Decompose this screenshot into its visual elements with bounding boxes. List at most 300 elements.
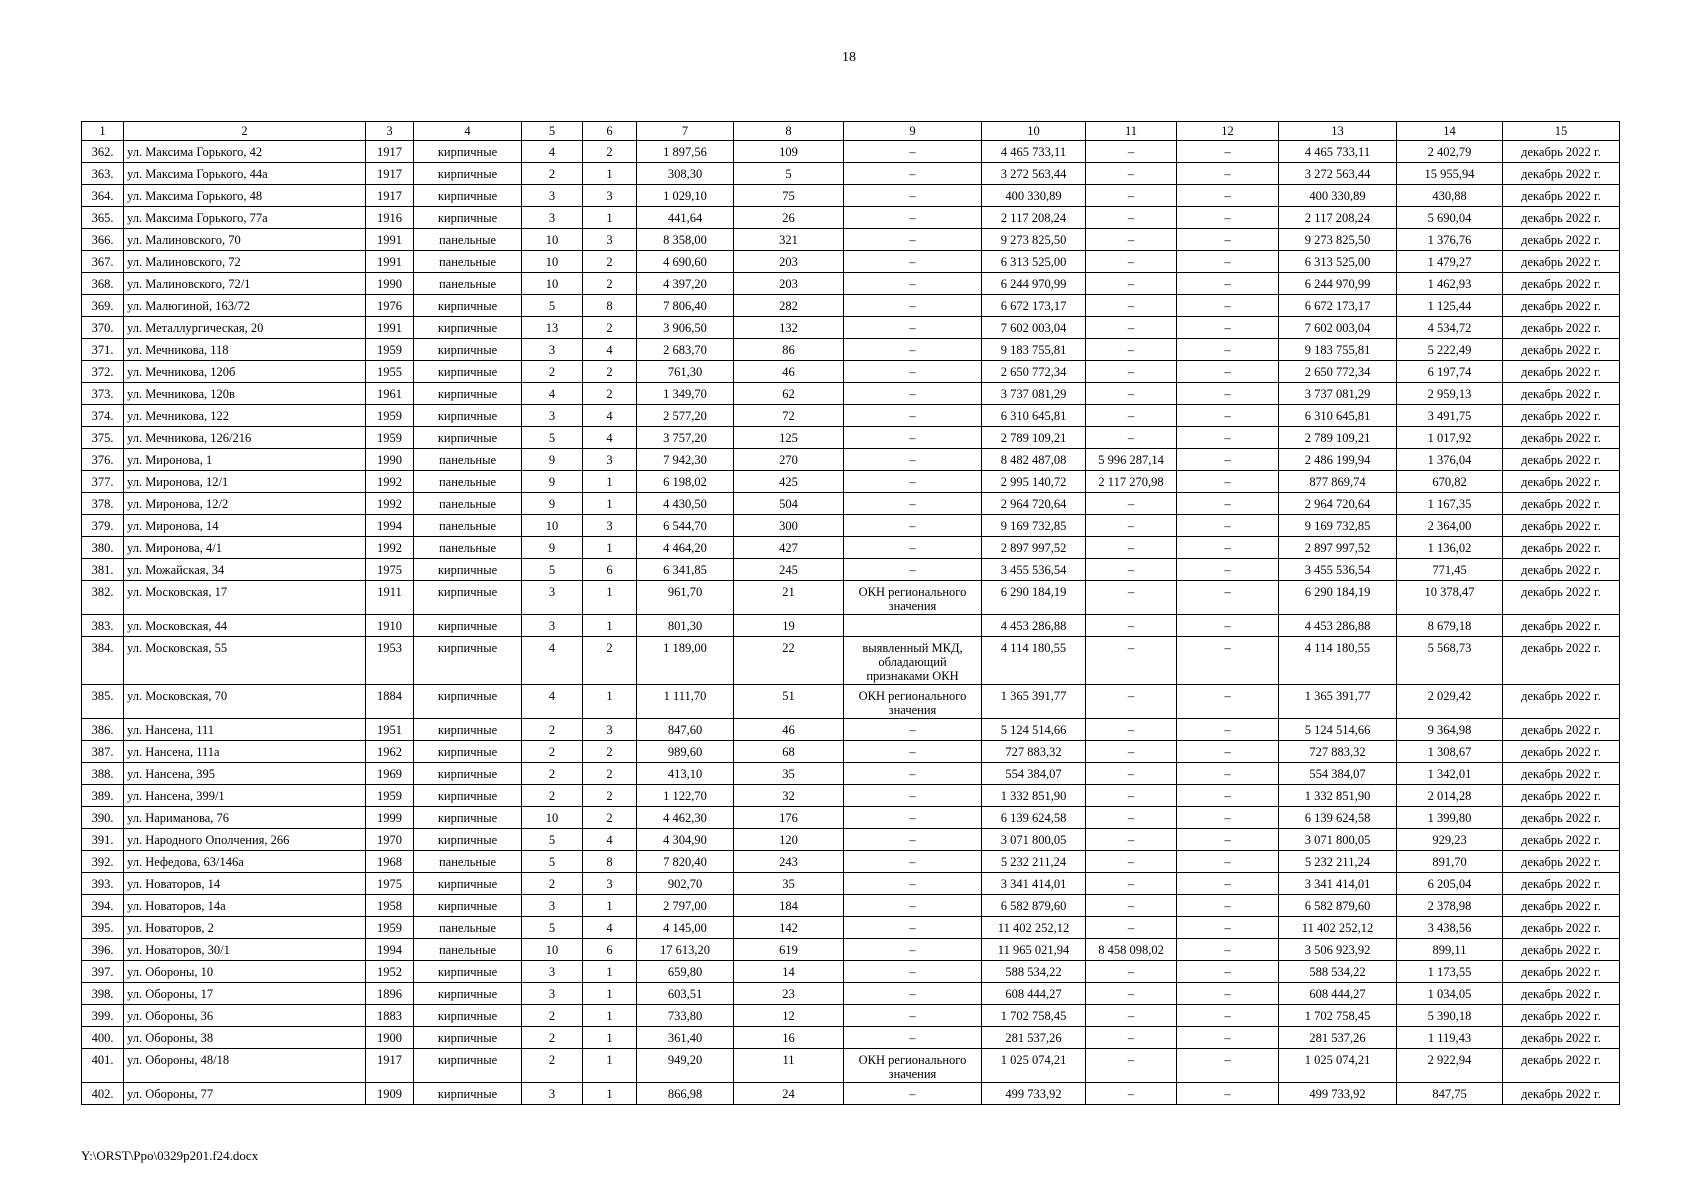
cost-col-11-cell: – [1086, 493, 1177, 515]
entrances-cell: 3 [583, 873, 637, 895]
table-row [82, 1049, 1620, 1083]
cost-col-12-cell: – [1177, 1083, 1279, 1105]
total-cost-cell: 554 384,07 [982, 763, 1086, 785]
heritage-status-cell: – [844, 449, 982, 471]
wall-material-cell: кирпичные [414, 383, 522, 405]
address-cell: ул. Московская, 70 [124, 685, 366, 719]
total-cost-cell: 281 537,26 [982, 1027, 1086, 1049]
cost-per-sqm-cell: 4 534,72 [1397, 317, 1503, 339]
cost-per-sqm-cell: 1 342,01 [1397, 763, 1503, 785]
area-cell: 4 462,30 [637, 807, 734, 829]
row-number-cell: 388. [82, 763, 124, 785]
residents-cell: 243 [734, 851, 844, 873]
address-cell: ул. Максима Горького, 77а [124, 207, 366, 229]
area-cell: 6 544,70 [637, 515, 734, 537]
floors-cell: 5 [522, 851, 583, 873]
cost-per-sqm-cell: 1 119,43 [1397, 1027, 1503, 1049]
wall-material-cell: кирпичные [414, 317, 522, 339]
year-built-cell: 1970 [366, 829, 414, 851]
cost-col-13-cell: 3 455 536,54 [1279, 559, 1397, 581]
residents-cell: 109 [734, 141, 844, 163]
column-header: 6 [583, 122, 637, 141]
deadline-cell: декабрь 2022 г. [1503, 873, 1620, 895]
heritage-status-cell: – [844, 317, 982, 339]
total-cost-cell: 6 313 525,00 [982, 251, 1086, 273]
row-number-cell: 402. [82, 1083, 124, 1105]
area-cell: 961,70 [637, 581, 734, 615]
cost-per-sqm-cell: 5 222,49 [1397, 339, 1503, 361]
total-cost-cell: 2 964 720,64 [982, 493, 1086, 515]
year-built-cell: 1999 [366, 807, 414, 829]
table-row [82, 471, 1620, 493]
floors-cell: 10 [522, 229, 583, 251]
cost-col-11-cell: – [1086, 807, 1177, 829]
address-cell: ул. Московская, 55 [124, 637, 366, 685]
cost-per-sqm-cell: 2 029,42 [1397, 685, 1503, 719]
cost-col-12-cell: – [1177, 741, 1279, 763]
total-cost-cell: 11 965 021,94 [982, 939, 1086, 961]
floors-cell: 5 [522, 559, 583, 581]
table-row [82, 559, 1620, 581]
total-cost-cell: 4 465 733,11 [982, 141, 1086, 163]
row-number-cell: 364. [82, 185, 124, 207]
address-cell: ул. Новаторов, 30/1 [124, 939, 366, 961]
residents-cell: 21 [734, 581, 844, 615]
table-row [82, 581, 1620, 615]
year-built-cell: 1953 [366, 637, 414, 685]
cost-col-13-cell: 2 897 997,52 [1279, 537, 1397, 559]
area-cell: 1 111,70 [637, 685, 734, 719]
deadline-cell: декабрь 2022 г. [1503, 785, 1620, 807]
cost-col-12-cell: – [1177, 1005, 1279, 1027]
residents-cell: 24 [734, 1083, 844, 1105]
heritage-status-cell: – [844, 1005, 982, 1027]
year-built-cell: 1992 [366, 537, 414, 559]
year-built-cell: 1958 [366, 895, 414, 917]
residents-cell: 184 [734, 895, 844, 917]
row-number-cell: 395. [82, 917, 124, 939]
cost-col-13-cell: 1 025 074,21 [1279, 1049, 1397, 1083]
row-number-cell: 368. [82, 273, 124, 295]
cost-per-sqm-cell: 10 378,47 [1397, 581, 1503, 615]
deadline-cell: декабрь 2022 г. [1503, 515, 1620, 537]
cost-per-sqm-cell: 2 378,98 [1397, 895, 1503, 917]
floors-cell: 2 [522, 163, 583, 185]
total-cost-cell: 727 883,32 [982, 741, 1086, 763]
address-cell: ул. Нансена, 399/1 [124, 785, 366, 807]
cost-col-13-cell: 608 444,27 [1279, 983, 1397, 1005]
heritage-status-cell: – [844, 741, 982, 763]
cost-col-11-cell: 5 996 287,14 [1086, 449, 1177, 471]
cost-col-12-cell: – [1177, 273, 1279, 295]
column-header: 4 [414, 122, 522, 141]
table-row [82, 229, 1620, 251]
year-built-cell: 1909 [366, 1083, 414, 1105]
area-cell: 1 029,10 [637, 185, 734, 207]
address-cell: ул. Новаторов, 14а [124, 895, 366, 917]
heritage-status-cell: – [844, 807, 982, 829]
column-header: 11 [1086, 122, 1177, 141]
wall-material-cell: кирпичные [414, 185, 522, 207]
floors-cell: 5 [522, 829, 583, 851]
row-number-cell: 385. [82, 685, 124, 719]
row-number-cell: 380. [82, 537, 124, 559]
cost-col-13-cell: 3 506 923,92 [1279, 939, 1397, 961]
row-number-cell: 377. [82, 471, 124, 493]
floors-cell: 3 [522, 895, 583, 917]
wall-material-cell: панельные [414, 939, 522, 961]
total-cost-cell: 6 139 624,58 [982, 807, 1086, 829]
wall-material-cell: кирпичные [414, 719, 522, 741]
table-row [82, 361, 1620, 383]
year-built-cell: 1959 [366, 917, 414, 939]
area-cell: 4 464,20 [637, 537, 734, 559]
area-cell: 866,98 [637, 1083, 734, 1105]
wall-material-cell: кирпичные [414, 559, 522, 581]
deadline-cell: декабрь 2022 г. [1503, 895, 1620, 917]
cost-col-12-cell: – [1177, 163, 1279, 185]
cost-per-sqm-cell: 430,88 [1397, 185, 1503, 207]
cost-col-12-cell: – [1177, 719, 1279, 741]
cost-col-11-cell: – [1086, 273, 1177, 295]
row-number-cell: 389. [82, 785, 124, 807]
year-built-cell: 1952 [366, 961, 414, 983]
cost-per-sqm-cell: 2 364,00 [1397, 515, 1503, 537]
entrances-cell: 1 [583, 983, 637, 1005]
cost-col-12-cell: – [1177, 317, 1279, 339]
cost-per-sqm-cell: 2 922,94 [1397, 1049, 1503, 1083]
column-header: 14 [1397, 122, 1503, 141]
address-cell: ул. Мечникова, 126/216 [124, 427, 366, 449]
address-cell: ул. Мечникова, 122 [124, 405, 366, 427]
row-number-cell: 373. [82, 383, 124, 405]
year-built-cell: 1975 [366, 559, 414, 581]
cost-col-12-cell: – [1177, 537, 1279, 559]
total-cost-cell: 11 402 252,12 [982, 917, 1086, 939]
cost-col-12-cell: – [1177, 207, 1279, 229]
row-number-cell: 363. [82, 163, 124, 185]
table-body [82, 141, 1620, 1105]
residents-cell: 75 [734, 185, 844, 207]
entrances-cell: 1 [583, 537, 637, 559]
entrances-cell: 1 [583, 1027, 637, 1049]
residents-cell: 19 [734, 615, 844, 637]
heritage-status-cell: – [844, 961, 982, 983]
address-cell: ул. Миронова, 14 [124, 515, 366, 537]
heritage-status-cell: – [844, 515, 982, 537]
residents-cell: 23 [734, 983, 844, 1005]
wall-material-cell: кирпичные [414, 1049, 522, 1083]
cost-col-12-cell: – [1177, 229, 1279, 251]
deadline-cell: декабрь 2022 г. [1503, 317, 1620, 339]
area-cell: 308,30 [637, 163, 734, 185]
cost-col-11-cell: – [1086, 207, 1177, 229]
total-cost-cell: 1 702 758,45 [982, 1005, 1086, 1027]
row-number-cell: 381. [82, 559, 124, 581]
entrances-cell: 3 [583, 719, 637, 741]
cost-col-12-cell: – [1177, 361, 1279, 383]
cost-per-sqm-cell: 2 402,79 [1397, 141, 1503, 163]
address-cell: ул. Новаторов, 2 [124, 917, 366, 939]
year-built-cell: 1962 [366, 741, 414, 763]
residents-cell: 5 [734, 163, 844, 185]
cost-col-13-cell: 3 341 414,01 [1279, 873, 1397, 895]
deadline-cell: декабрь 2022 г. [1503, 917, 1620, 939]
residents-cell: 176 [734, 807, 844, 829]
wall-material-cell: кирпичные [414, 637, 522, 685]
heritage-status-cell: выявленный МКД, обладающий признаками ОКН [844, 637, 982, 685]
cost-col-11-cell: – [1086, 581, 1177, 615]
residents-cell: 86 [734, 339, 844, 361]
address-cell: ул. Максима Горького, 42 [124, 141, 366, 163]
entrances-cell: 1 [583, 1083, 637, 1105]
deadline-cell: декабрь 2022 г. [1503, 581, 1620, 615]
floors-cell: 9 [522, 537, 583, 559]
total-cost-cell: 5 232 211,24 [982, 851, 1086, 873]
table-row [82, 185, 1620, 207]
cost-col-12-cell: – [1177, 685, 1279, 719]
floors-cell: 2 [522, 741, 583, 763]
year-built-cell: 1896 [366, 983, 414, 1005]
year-built-cell: 1959 [366, 405, 414, 427]
cost-col-11-cell: 2 117 270,98 [1086, 471, 1177, 493]
deadline-cell: декабрь 2022 г. [1503, 1027, 1620, 1049]
table-row [82, 983, 1620, 1005]
row-number-cell: 376. [82, 449, 124, 471]
total-cost-cell: 4 453 286,88 [982, 615, 1086, 637]
heritage-status-cell: ОКН регионального значения [844, 1049, 982, 1083]
floors-cell: 2 [522, 719, 583, 741]
deadline-cell: декабрь 2022 г. [1503, 273, 1620, 295]
entrances-cell: 8 [583, 295, 637, 317]
address-cell: ул. Нансена, 111 [124, 719, 366, 741]
cost-per-sqm-cell: 3 438,56 [1397, 917, 1503, 939]
address-cell: ул. Московская, 44 [124, 615, 366, 637]
heritage-status-cell: – [844, 207, 982, 229]
year-built-cell: 1992 [366, 493, 414, 515]
residents-cell: 35 [734, 873, 844, 895]
area-cell: 1 897,56 [637, 141, 734, 163]
entrances-cell: 4 [583, 917, 637, 939]
total-cost-cell: 3 071 800,05 [982, 829, 1086, 851]
entrances-cell: 1 [583, 471, 637, 493]
floors-cell: 4 [522, 141, 583, 163]
area-cell: 6 198,02 [637, 471, 734, 493]
heritage-status-cell: – [844, 493, 982, 515]
heritage-status-cell: – [844, 163, 982, 185]
cost-col-11-cell: – [1086, 559, 1177, 581]
residents-cell: 51 [734, 685, 844, 719]
heritage-status-cell: – [844, 141, 982, 163]
entrances-cell: 6 [583, 559, 637, 581]
area-cell: 902,70 [637, 873, 734, 895]
cost-col-12-cell: – [1177, 851, 1279, 873]
cost-col-11-cell: – [1086, 895, 1177, 917]
cost-per-sqm-cell: 5 690,04 [1397, 207, 1503, 229]
cost-col-12-cell: – [1177, 449, 1279, 471]
cost-col-13-cell: 877 869,74 [1279, 471, 1397, 493]
row-number-cell: 386. [82, 719, 124, 741]
area-cell: 7 806,40 [637, 295, 734, 317]
cost-col-11-cell: – [1086, 361, 1177, 383]
row-number-cell: 379. [82, 515, 124, 537]
table-row [82, 273, 1620, 295]
cost-col-13-cell: 5 232 211,24 [1279, 851, 1397, 873]
cost-col-13-cell: 1 365 391,77 [1279, 685, 1397, 719]
deadline-cell: декабрь 2022 г. [1503, 851, 1620, 873]
residents-cell: 12 [734, 1005, 844, 1027]
wall-material-cell: кирпичные [414, 141, 522, 163]
area-cell: 847,60 [637, 719, 734, 741]
address-cell: ул. Нансена, 395 [124, 763, 366, 785]
area-cell: 4 690,60 [637, 251, 734, 273]
wall-material-cell: кирпичные [414, 339, 522, 361]
address-cell: ул. Народного Ополчения, 266 [124, 829, 366, 851]
area-cell: 4 397,20 [637, 273, 734, 295]
row-number-cell: 367. [82, 251, 124, 273]
wall-material-cell: кирпичные [414, 807, 522, 829]
wall-material-cell: кирпичные [414, 163, 522, 185]
cost-col-13-cell: 7 602 003,04 [1279, 317, 1397, 339]
cost-col-11-cell: – [1086, 917, 1177, 939]
cost-per-sqm-cell: 891,70 [1397, 851, 1503, 873]
deadline-cell: декабрь 2022 г. [1503, 939, 1620, 961]
wall-material-cell: кирпичные [414, 581, 522, 615]
total-cost-cell: 2 789 109,21 [982, 427, 1086, 449]
area-cell: 4 304,90 [637, 829, 734, 851]
area-cell: 4 430,50 [637, 493, 734, 515]
cost-col-11-cell: – [1086, 637, 1177, 685]
row-number-cell: 398. [82, 983, 124, 1005]
cost-col-13-cell: 400 330,89 [1279, 185, 1397, 207]
entrances-cell: 2 [583, 361, 637, 383]
row-number-cell: 369. [82, 295, 124, 317]
area-cell: 413,10 [637, 763, 734, 785]
cost-col-13-cell: 1 332 851,90 [1279, 785, 1397, 807]
row-number-cell: 375. [82, 427, 124, 449]
year-built-cell: 1910 [366, 615, 414, 637]
table-row [82, 449, 1620, 471]
cost-per-sqm-cell: 1 034,05 [1397, 983, 1503, 1005]
table-row [82, 939, 1620, 961]
table-row [82, 785, 1620, 807]
heritage-status-cell: – [844, 361, 982, 383]
entrances-cell: 3 [583, 185, 637, 207]
cost-per-sqm-cell: 1 308,67 [1397, 741, 1503, 763]
deadline-cell: декабрь 2022 г. [1503, 251, 1620, 273]
column-header: 12 [1177, 122, 1279, 141]
residents-cell: 26 [734, 207, 844, 229]
total-cost-cell: 2 897 997,52 [982, 537, 1086, 559]
floors-cell: 10 [522, 251, 583, 273]
row-number-cell: 394. [82, 895, 124, 917]
column-header: 13 [1279, 122, 1397, 141]
year-built-cell: 1917 [366, 185, 414, 207]
deadline-cell: декабрь 2022 г. [1503, 685, 1620, 719]
total-cost-cell: 499 733,92 [982, 1083, 1086, 1105]
entrances-cell: 2 [583, 141, 637, 163]
wall-material-cell: кирпичные [414, 763, 522, 785]
entrances-cell: 8 [583, 851, 637, 873]
entrances-cell: 1 [583, 615, 637, 637]
residents-cell: 125 [734, 427, 844, 449]
cost-col-12-cell: – [1177, 615, 1279, 637]
area-cell: 2 683,70 [637, 339, 734, 361]
area-cell: 1 349,70 [637, 383, 734, 405]
cost-col-13-cell: 9 273 825,50 [1279, 229, 1397, 251]
year-built-cell: 1916 [366, 207, 414, 229]
column-header: 9 [844, 122, 982, 141]
entrances-cell: 1 [583, 581, 637, 615]
heritage-status-cell: – [844, 537, 982, 559]
cost-per-sqm-cell: 1 479,27 [1397, 251, 1503, 273]
cost-col-13-cell: 11 402 252,12 [1279, 917, 1397, 939]
cost-col-11-cell: – [1086, 1005, 1177, 1027]
entrances-cell: 4 [583, 829, 637, 851]
row-number-cell: 365. [82, 207, 124, 229]
floors-cell: 2 [522, 1049, 583, 1083]
year-built-cell: 1917 [366, 141, 414, 163]
entrances-cell: 3 [583, 229, 637, 251]
wall-material-cell: кирпичные [414, 207, 522, 229]
total-cost-cell: 6 310 645,81 [982, 405, 1086, 427]
table-row [82, 637, 1620, 685]
cost-per-sqm-cell: 1 376,04 [1397, 449, 1503, 471]
entrances-cell: 2 [583, 317, 637, 339]
address-cell: ул. Малиновского, 70 [124, 229, 366, 251]
deadline-cell: декабрь 2022 г. [1503, 637, 1620, 685]
row-number-cell: 383. [82, 615, 124, 637]
floors-cell: 3 [522, 615, 583, 637]
residents-cell: 427 [734, 537, 844, 559]
residents-cell: 62 [734, 383, 844, 405]
entrances-cell: 4 [583, 427, 637, 449]
cost-col-11-cell: – [1086, 785, 1177, 807]
cost-col-13-cell: 6 582 879,60 [1279, 895, 1397, 917]
residents-cell: 46 [734, 361, 844, 383]
cost-per-sqm-cell: 771,45 [1397, 559, 1503, 581]
area-cell: 989,60 [637, 741, 734, 763]
deadline-cell: декабрь 2022 г. [1503, 493, 1620, 515]
cost-per-sqm-cell: 929,23 [1397, 829, 1503, 851]
address-cell: ул. Обороны, 17 [124, 983, 366, 1005]
address-cell: ул. Обороны, 10 [124, 961, 366, 983]
heritage-status-cell: ОКН регионального значения [844, 685, 982, 719]
cost-per-sqm-cell: 899,11 [1397, 939, 1503, 961]
address-cell: ул. Малюгиной, 163/72 [124, 295, 366, 317]
cost-per-sqm-cell: 670,82 [1397, 471, 1503, 493]
table-row [82, 961, 1620, 983]
address-cell: ул. Максима Горького, 48 [124, 185, 366, 207]
cost-per-sqm-cell: 15 955,94 [1397, 163, 1503, 185]
wall-material-cell: панельные [414, 273, 522, 295]
cost-col-12-cell: – [1177, 961, 1279, 983]
year-built-cell: 1976 [366, 295, 414, 317]
heritage-status-cell: – [844, 873, 982, 895]
cost-col-12-cell: – [1177, 515, 1279, 537]
cost-col-11-cell: – [1086, 229, 1177, 251]
cost-col-12-cell: – [1177, 427, 1279, 449]
entrances-cell: 2 [583, 273, 637, 295]
residents-cell: 203 [734, 251, 844, 273]
heritage-status-cell: – [844, 295, 982, 317]
area-cell: 6 341,85 [637, 559, 734, 581]
deadline-cell: декабрь 2022 г. [1503, 559, 1620, 581]
entrances-cell: 1 [583, 163, 637, 185]
year-built-cell: 1959 [366, 785, 414, 807]
address-cell: ул. Малиновского, 72/1 [124, 273, 366, 295]
table-row [82, 719, 1620, 741]
